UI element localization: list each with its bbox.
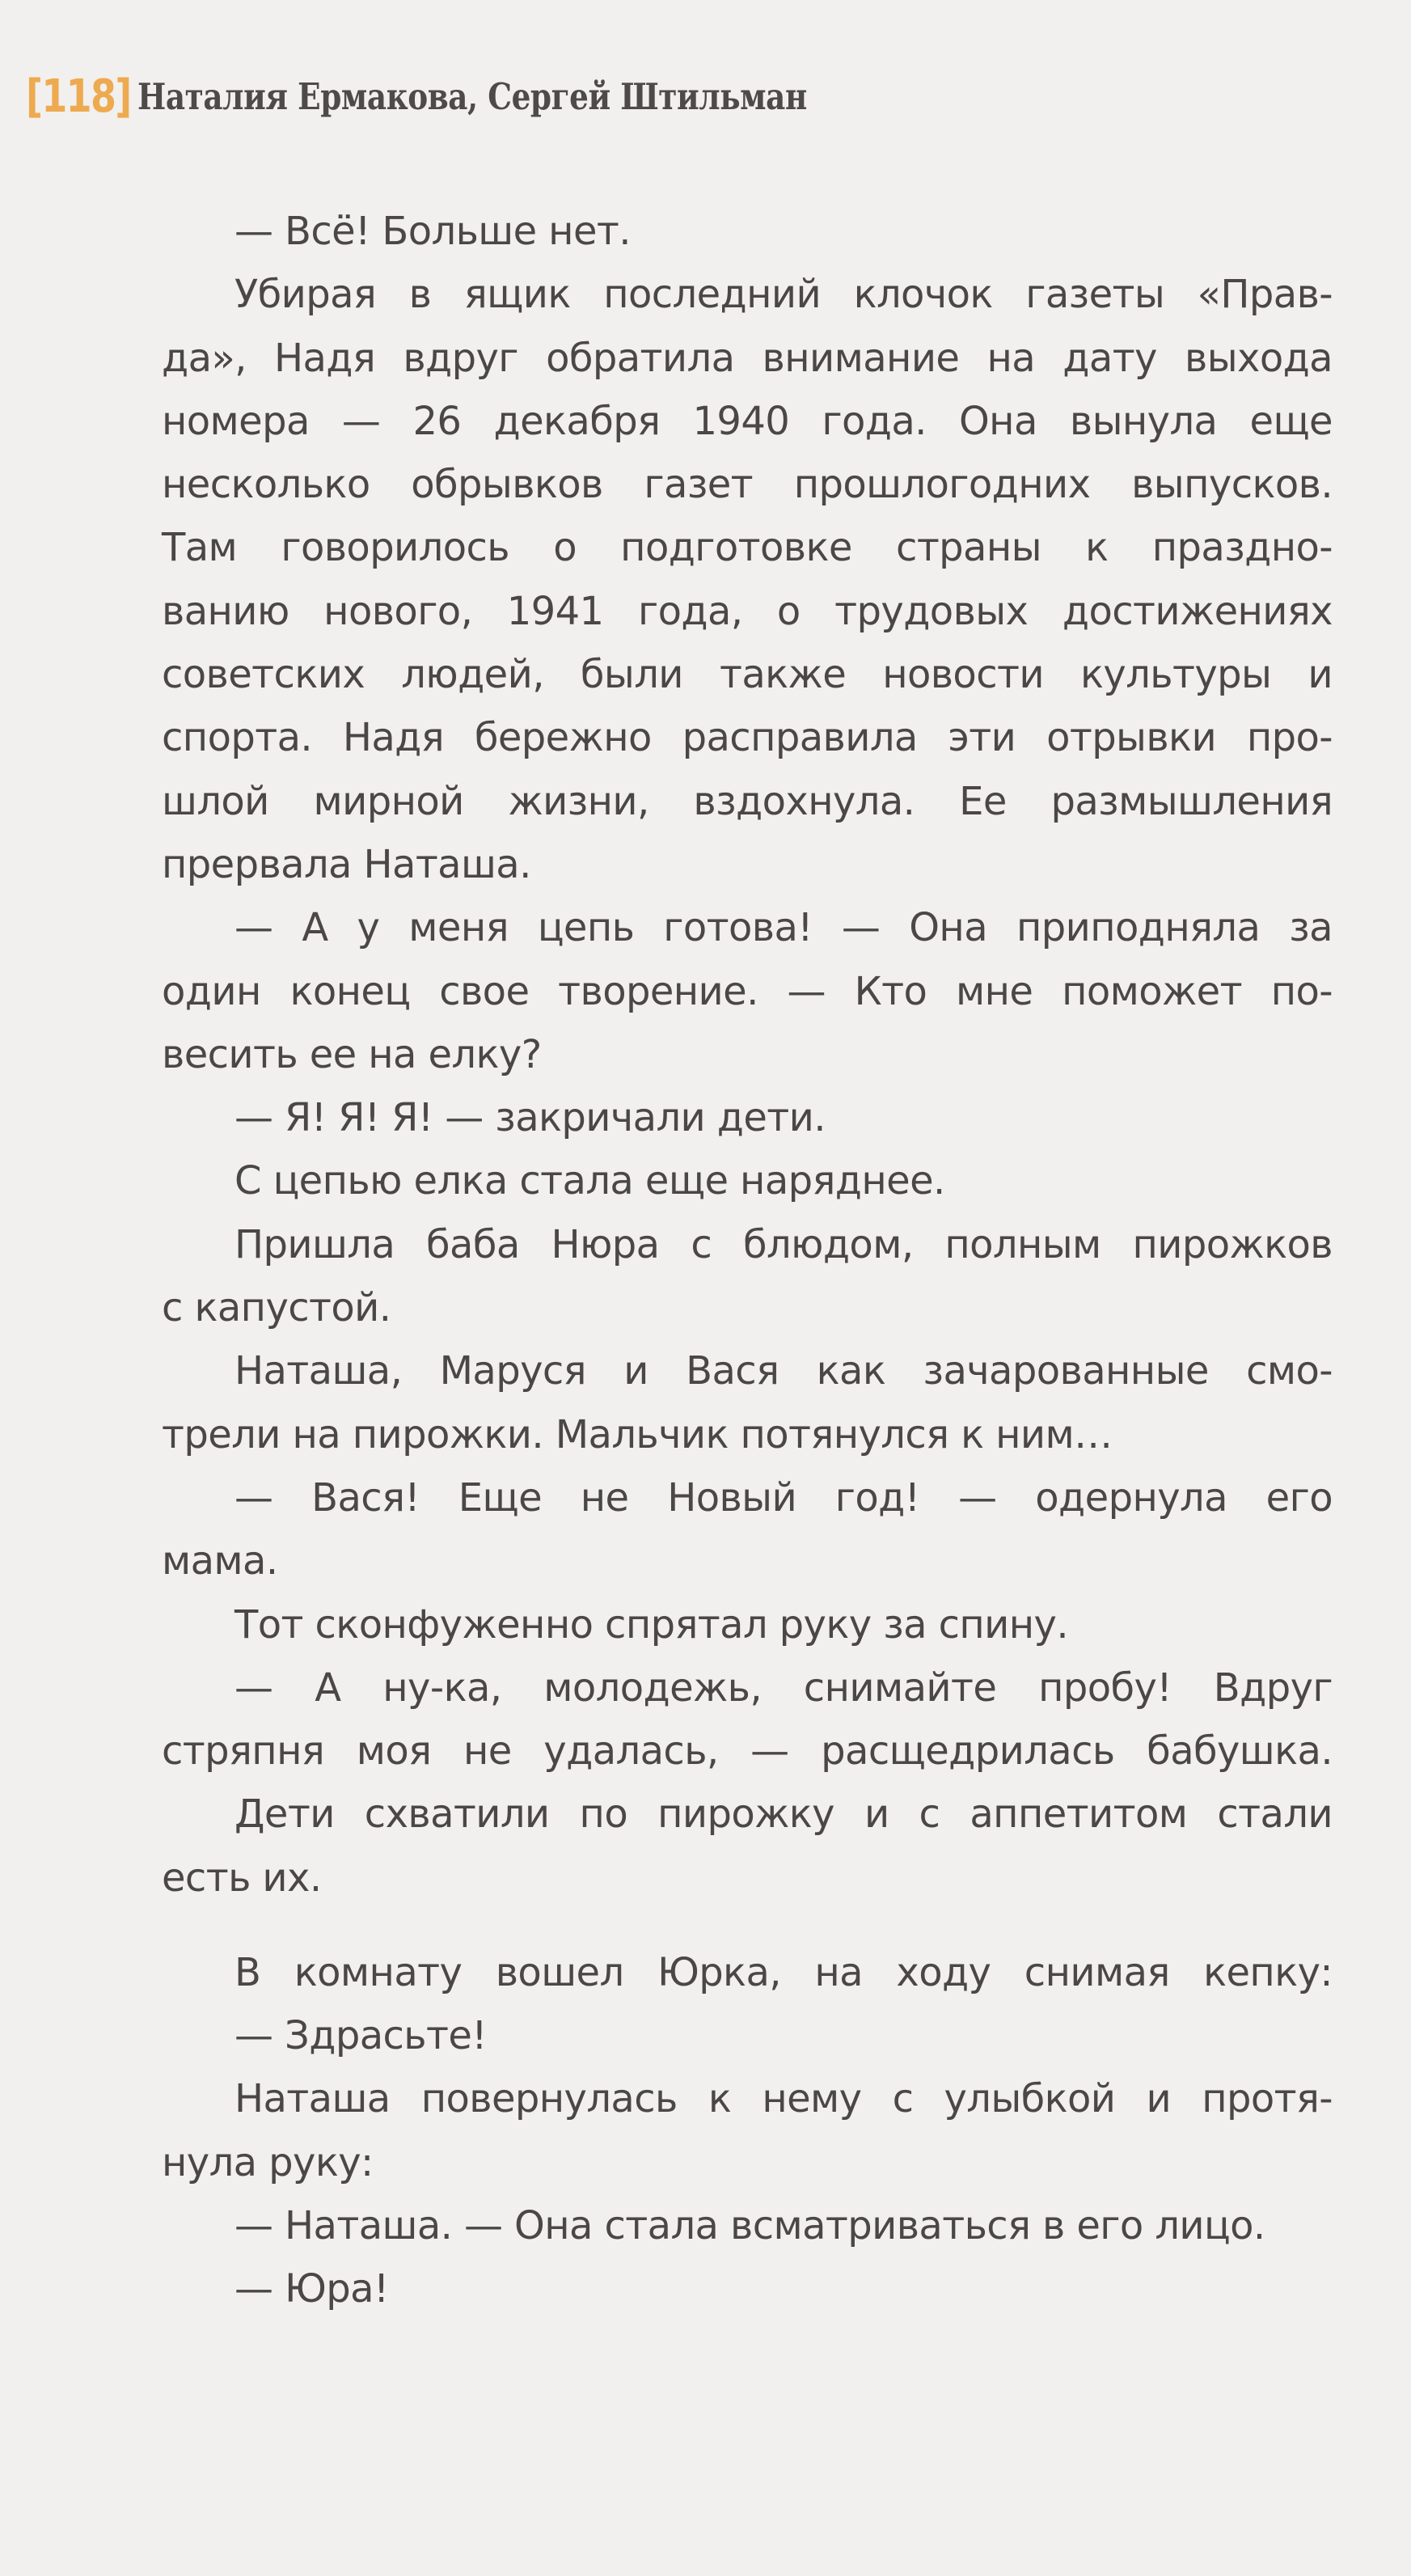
- text-line: — Я! Я! Я! — закричали дети.: [234, 1095, 826, 1141]
- page-number: [118]: [26, 70, 131, 123]
- text-line: шлой мирной жизни, вздохнула. Ее размышления: [162, 778, 1333, 824]
- text-line: — Наташа. — Она стала всматриваться в его лицо.: [234, 2202, 1265, 2248]
- text-line: Тот сконфуженно спрятал руку за спину.: [234, 1601, 1069, 1648]
- text-line: В комнату вошел Юрка, на ходу снимая кепку:: [234, 1949, 1333, 1995]
- text-line: нула руку:: [162, 2139, 374, 2185]
- text-line: несколько обрывков газет прошлогодних выпусков.: [162, 462, 1333, 508]
- text-line: С цепью елка стала еще наряднее.: [234, 1158, 945, 1204]
- body-text: [162, 200, 1333, 2321]
- text-line: трели на пирожки. Мальчик потянулся к ним…: [162, 1411, 1113, 1457]
- text-line: один конец свое творение. — Кто мне поможет по-: [162, 968, 1333, 1014]
- text-line: — А у меня цепь готова! — Она приподняла за: [234, 905, 1333, 951]
- text-line: ванию нового, 1941 года, о трудовых достижениях: [162, 588, 1333, 634]
- page-header: [26, 68, 944, 125]
- text-line: стряпня моя не удалась, — расщедрилась бабушка.: [162, 1728, 1333, 1774]
- text-line: — А ну-ка, молодежь, снимайте пробу! Вдруг: [234, 1664, 1333, 1711]
- text-line: — Всё! Больше нет.: [234, 209, 631, 254]
- text-line: Убирая в ящик последний клочок газеты «Прав-: [234, 272, 1333, 318]
- text-line: прервала Наташа.: [162, 841, 531, 887]
- text-line: Там говорилось о подготовке страны к праздно-: [162, 525, 1333, 571]
- text-line: — Вася! Еще не Новый год! — одернула его: [234, 1474, 1333, 1521]
- text-line: Наташа повернулась к нему с улыбкой и протя-: [234, 2076, 1333, 2122]
- text-line: с капустой.: [162, 1285, 391, 1331]
- text-line: Пришла баба Нюра с блюдом, полным пирожков: [234, 1221, 1333, 1267]
- running-head-authors: Наталия Ермакова, Сергей Штильман: [137, 74, 807, 118]
- text-line: — Здрасьте!: [234, 2013, 487, 2059]
- text-line: советских людей, были также новости культуры и: [162, 652, 1333, 698]
- text-line: есть их.: [162, 1855, 322, 1901]
- text-line: да», Надя вдруг обратила внимание на дату выхода: [162, 335, 1333, 381]
- text-line: мама.: [162, 1538, 278, 1584]
- text-line: Дети схватили по пирожку и с аппетитом стали: [234, 1791, 1333, 1838]
- text-line: спорта. Надя бережно расправила эти отрывки про-: [162, 715, 1333, 761]
- text-line: весить ее на елку?: [162, 1031, 542, 1077]
- text-line: Наташа, Маруся и Вася как зачарованные смо-: [234, 1348, 1333, 1394]
- text-line: номера — 26 декабря 1940 года. Она вынула еще: [162, 398, 1333, 444]
- text-line: — Юра!: [234, 2266, 389, 2312]
